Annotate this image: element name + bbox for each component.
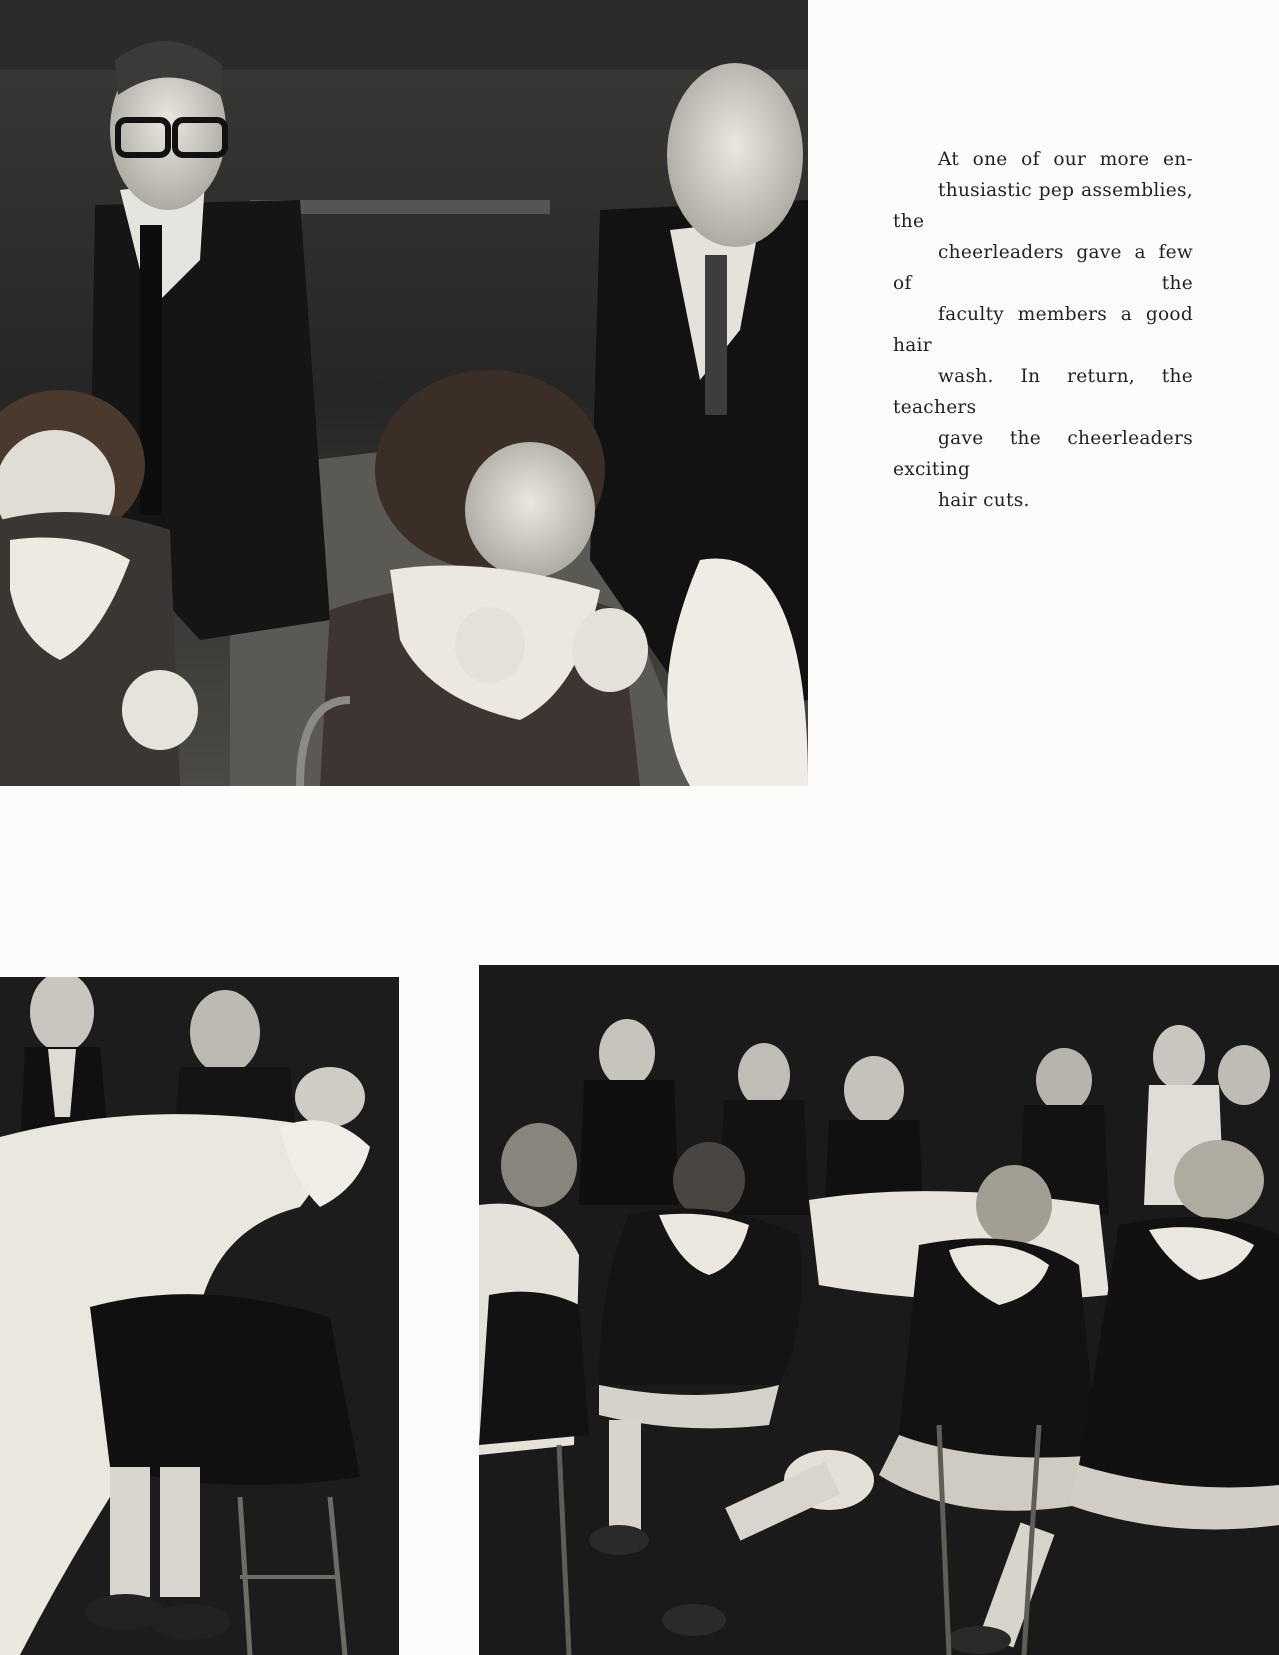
photo-towel-hair-wash xyxy=(0,977,399,1655)
caption-line-3: cheerleaders gave a few of the xyxy=(893,242,1193,294)
photo-bottom-right-image xyxy=(479,965,1279,1655)
caption-line-6: gave the cheerleaders exciting xyxy=(893,428,1193,480)
caption-line-7: hair cuts. xyxy=(938,490,1030,511)
photo-teachers-and-cheerleaders xyxy=(0,0,808,786)
caption-line-4: faculty members a good hair xyxy=(893,304,1193,356)
photo-cheerleaders-running xyxy=(479,965,1279,1655)
caption-line-5: wash. In return, the teachers xyxy=(893,366,1193,418)
photo-top-image xyxy=(0,0,808,786)
caption-line-2: thusiastic pep assemblies, the xyxy=(893,180,1193,232)
photo-bottom-left-image xyxy=(0,977,399,1655)
photo-caption xyxy=(893,144,1193,516)
caption-line-1: At one of our more en- xyxy=(938,149,1193,170)
